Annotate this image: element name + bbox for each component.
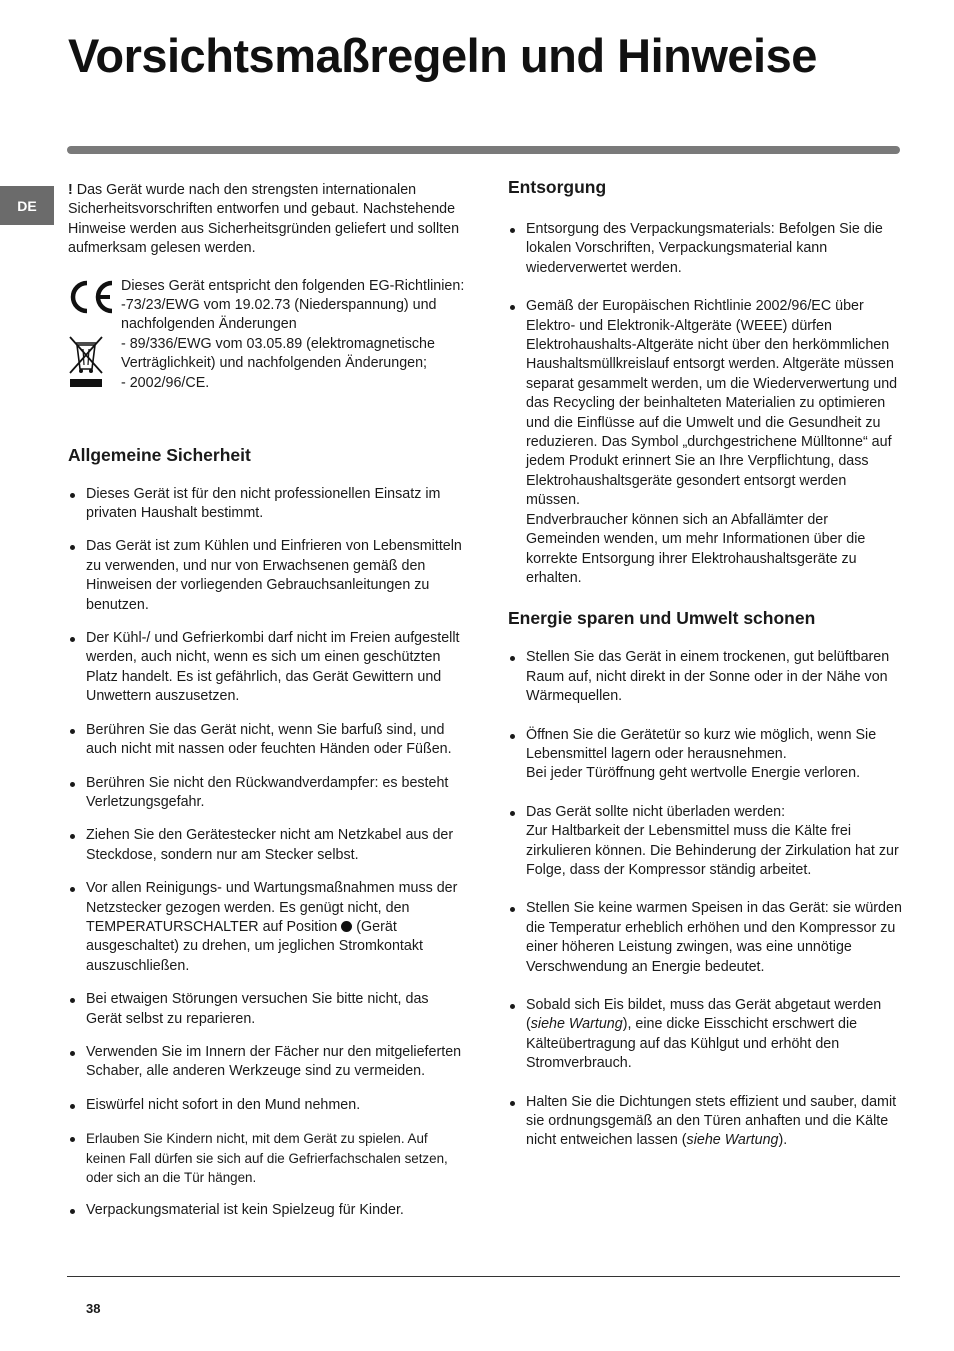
language-tab: DE [0, 186, 54, 225]
maintenance-reference: siehe Wartung [530, 1016, 623, 1033]
list-item: Ziehen Sie den Gerätestecker nicht am Netzkabel aus der Steckdose, sondern nur am Stecker selbst. [68, 826, 468, 865]
defrost-text: ), eine dicke Eisschicht erschwert die Kälteübertragung auf das Kühlgut und erhöht den Stromverbrauch. [526, 1016, 858, 1072]
safety-heading: Allgemeine Sicherheit [68, 444, 251, 465]
page-title: Vorsichtsmaßregeln und Hinweise [68, 29, 817, 82]
footer-divider [67, 1276, 900, 1277]
overload-text: Zur Haltbarkeit der Lebensmittel muss die Kälte frei zirkulieren können. Die Behinderung der Zirkulation hat zur Folge, dass der Kompressor ständig arbeitet. [526, 823, 899, 878]
list-item [508, 726, 903, 784]
seal-text: Halten Sie die Dichtungen stets effizient und sauber, damit sie ordnungsgemäß an den Türen anhaften und die Kälte nicht entweichen lassen ( [526, 1093, 897, 1149]
left-column [68, 181, 468, 1235]
list-item: Berühren Sie das Gerät nicht, wenn Sie barfuß sind, und auch nicht mit nassen oder feuchten Händen oder Füßen. [68, 721, 468, 760]
list-item: Verwenden Sie im Innern der Fächer nur den mitgelieferten Schaber, alle anderen Werkzeuge sind zu vermeiden. [68, 1043, 468, 1082]
certification-block [68, 277, 468, 427]
title-divider [67, 146, 900, 154]
warning-mark: ! [68, 182, 73, 198]
list-item: Eiswürfel nicht sofort in den Mund nehmen. [68, 1096, 468, 1115]
list-item [508, 996, 903, 1074]
overload-text: Das Gerät sollte nicht überladen werden: [526, 803, 786, 820]
maintenance-reference: siehe Wartung [686, 1132, 779, 1149]
door-text: Bei jeder Türöffnung geht wertvolle Energie verloren. [526, 765, 861, 782]
list-item [508, 297, 903, 588]
disposal-list [508, 220, 903, 588]
weee-text: Gemäß der Europäischen Richtlinie 2002/96/EC über Elektro- und Elektronik-Altgeräte (WEEE) dürfen Elektrohaushalts-Altgeräte nicht über den herkömmlichen Haushaltsmüllkreislauf entsorgt werden. Altgeräte müssen separat gesammelt werden, um die Wiederverwertung und das Recycling der beinhalteten Materialien zu optimieren und die Einflüsse auf die Umwelt und die Gesundheit zu reduzieren. Das Symbol „durchgestrichene Mülltonne“ auf jedem Produkt erinnert Sie an Ihre Verpflichtung, dass Elektrohaushaltsgeräte gesondert entsorgt werden müssen. [526, 298, 898, 509]
list-item: Bei etwaigen Störungen versuchen Sie bitte nicht, das Gerät selbst zu reparieren. [68, 990, 468, 1029]
list-item: Erlauben Sie Kindern nicht, mit dem Gerät zu spielen. Auf keinen Fall dürfen sie sich auf die Gefrierfachschalen setzen, oder sich an die Tür hängen. [68, 1129, 468, 1187]
energy-heading: Energie sparen und Umwelt schonen [508, 608, 816, 629]
list-item: Entsorgung des Verpackungsmaterials: Befolgen Sie die lokalen Vorschriften, Verpackungsmaterial kann wiederverwertet werden. [508, 220, 903, 278]
list-item: Stellen Sie das Gerät in einem trockenen, gut belüftbaren Raum auf, nicht direkt in der Sonne oder in der Nähe von Wärmequellen. [508, 648, 903, 706]
list-item: Stellen Sie keine warmen Speisen in das Gerät: sie würden die Temperatur erheblich erhöhen und den Kompressor zu einer höheren Leistung zwingen, was eine unnötige Verschwendung an Energie bedeutet. [508, 899, 903, 977]
list-item: Der Kühl-/ und Gefrierkombi darf nicht im Freien aufgestellt werden, auch nicht, wenn es sich um einen geschützten Platz handelt. Es ist gefährlich, das Gerät Gewittern und Unwettern auszusetzen. [68, 629, 468, 707]
energy-list [508, 648, 903, 1151]
list-item: Das Gerät ist zum Kühlen und Einfrieren von Lebensmitteln zu verwenden, und nur von Erwachsenen gemäß den Hinweisen der vorliegenden Gebrauchsanleitungen zu benutzen. [68, 537, 468, 615]
right-column [508, 176, 903, 1170]
ce-mark-icon [68, 279, 116, 315]
maintenance-text-end: (Gerät ausgeschaltet) zu drehen, um jeglichen Stromkontakt auszuschließen. [86, 918, 423, 974]
safety-list [68, 485, 468, 1221]
list-item: Berühren Sie nicht den Rückwandverdampfer: es besteht Verletzungsgefahr. [68, 774, 468, 813]
door-text: Öffnen Sie die Gerätetür so kurz wie möglich, wenn Sie Lebensmittel lagern oder herausnehmen. [526, 726, 877, 762]
list-item [68, 879, 468, 976]
cert-line: -73/23/EWG vom 19.02.73 (Niederspannung) und nachfolgenden Änderungen [121, 297, 437, 333]
list-item [508, 1093, 903, 1151]
intro-paragraph [68, 181, 468, 259]
list-item [508, 803, 903, 881]
weee-crossed-bin-icon [68, 335, 104, 389]
list-item: Dieses Gerät ist für den nicht professionellen Einsatz im privaten Haushalt bestimmt. [68, 485, 468, 524]
seal-text: ). [778, 1132, 788, 1149]
disposal-heading: Entsorgung [508, 177, 607, 197]
certification-text [121, 277, 466, 393]
list-item: Verpackungsmaterial ist kein Spielzeug für Kinder. [68, 1201, 468, 1220]
weee-followup-text: Endverbraucher können sich an Abfallämter der Gemeinden wenden, um mehr Informationen über die korrekte Entsorgung ihrer Elektrohaushaltsgeräte zu erhalten. [526, 511, 866, 586]
cert-line: - 2002/96/CE. [121, 374, 210, 391]
page-number: 38 [86, 1301, 101, 1316]
maintenance-text-start: Vor allen Reinigungs- und Wartungsmaßnahmen muss der Netzstecker gezogen werden. Es genügt nicht, den TEMPERATURSCHALTER auf Position [86, 880, 458, 935]
cert-line: - 89/336/EWG vom 03.05.89 (elektromagnetische Verträglichkeit) und nachfolgenden Änderungen; [121, 335, 435, 372]
cert-line: Dieses Gerät entspricht den folgenden EG-Richtlinien: [121, 277, 465, 294]
off-position-dot-icon [341, 921, 352, 932]
intro-text: Das Gerät wurde nach den strengsten internationalen Sicherheitsvorschriften entworfen und gebaut. Nachstehende Hinweise werden aus Sicherheitsgründen geliefert und sollten aufmerksam gelesen werden. [68, 182, 460, 257]
defrost-text: Sobald sich Eis bildet, muss das Gerät abgetaut werden ( [526, 997, 882, 1033]
